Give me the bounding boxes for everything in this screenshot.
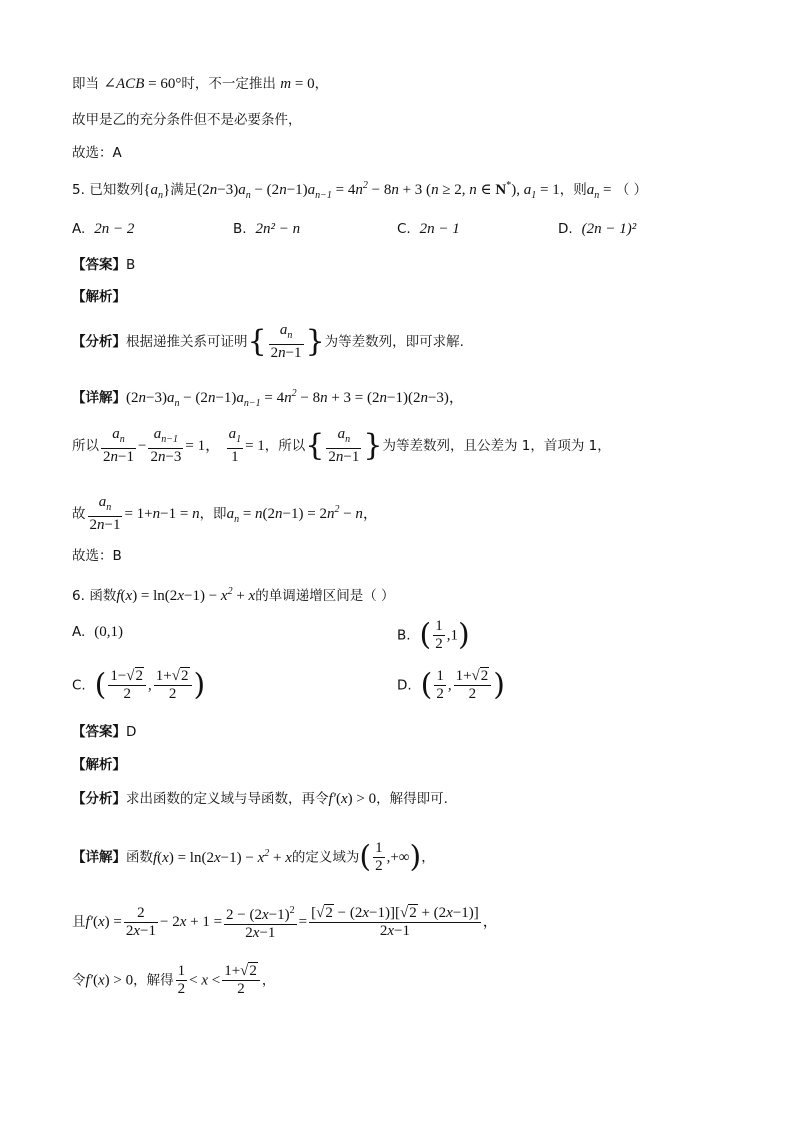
select-5: 故选：B	[72, 548, 122, 564]
q5-option-d: D. (2n − 1)²	[558, 221, 637, 237]
step-6a: 且f′(x) = $\frac{2}{2x-1}$ − 2x + 1 = $\frac{2 - (2x-1)^2}{2x-1}$ = $\frac{[√2 - (2x-1)][√2 + (2x-1)]}{2x-1}$ ，	[72, 902, 498, 942]
step-5a: 所以 $\frac{a_n}{2n-1}$ − $\frac{a_{n-1}}{2n-3}$ = 1， $\frac{a_1}{1}$ = 1，所以{ $\frac{a_n}{2n-1}$ }为等差数列，且公差为 1，首项为 1，	[72, 426, 611, 465]
q5-option-c: C. 2n − 1	[397, 221, 460, 237]
text-line-2: 故甲是乙的充分条件但不是必要条件，	[72, 112, 302, 128]
step-5b: 故 $\frac{a_n}{2n-1}$ = 1+n−1 = n，即$a_n = n(2n-1) = 2n^2 - n$，	[72, 494, 378, 533]
xiangjie-6: 【详解】函数$f(x) = \ln(2x-1) - x^2 + x$的定义域为( $\frac{1}{2}$ ,+∞)，	[72, 839, 435, 875]
xiangjie-5: 【详解】$(2n-3)a_n - (2n-1)a_{n-1} = 4n^2 - 8n + 3 = (2n-1)(2n-3)$，	[72, 388, 464, 409]
step-6b: 令f′(x) > 0，解得 $\frac{1}{2}$ < x < $\frac{1+√2}{2}$ ，	[72, 963, 276, 997]
analysis-heading-6: 【解析】	[72, 757, 126, 773]
text-line-1: 即当 ∠ACB = 60°时，不一定推出 m = 0，	[72, 76, 329, 92]
q6-option-b: B. ( $\frac{1}{2}$ ,1)	[397, 617, 470, 653]
q6-option-c: C. ( $\frac{1-√2}{2}$ , $\frac{1+√2}{2}$ )	[72, 667, 206, 703]
question-5: 5. 已知数列$\{a_n\}$满足$(2n-3)a_n - (2n-1)a_{n-1} = 4n^2 - 8n + 3$ (n ≥ 2, n ∈ N*), $a_1 = 1$，则$a_n$ = （ ）	[72, 180, 648, 201]
choice-line-4: 故选：A	[72, 145, 122, 161]
q6-option-a: A. (0,1)	[72, 624, 123, 640]
fenxi-5: 【分析】根据递推关系可证明{ $\frac{a_n}{2n-1}$ }为等差数列，即可求解.	[72, 322, 464, 361]
question-6: 6. 函数$f(x) = \ln(2x-1) - x^2 + x$的单调递增区间是（ ）	[72, 586, 395, 604]
q5-option-b: B. 2n² − n	[233, 221, 301, 237]
analysis-heading-5: 【解析】	[72, 289, 126, 305]
answer-6: 【答案】D	[72, 724, 137, 740]
fenxi-6: 【分析】求出函数的定义域与导函数，再令f′(x) > 0，解得即可.	[72, 791, 448, 807]
q6-option-d: D. ( $\frac{1}{2}$ , $\frac{1+√2}{2}$ )	[397, 667, 505, 703]
answer-5: 【答案】B	[72, 257, 136, 273]
q5-option-a: A. 2n − 2	[72, 221, 135, 237]
